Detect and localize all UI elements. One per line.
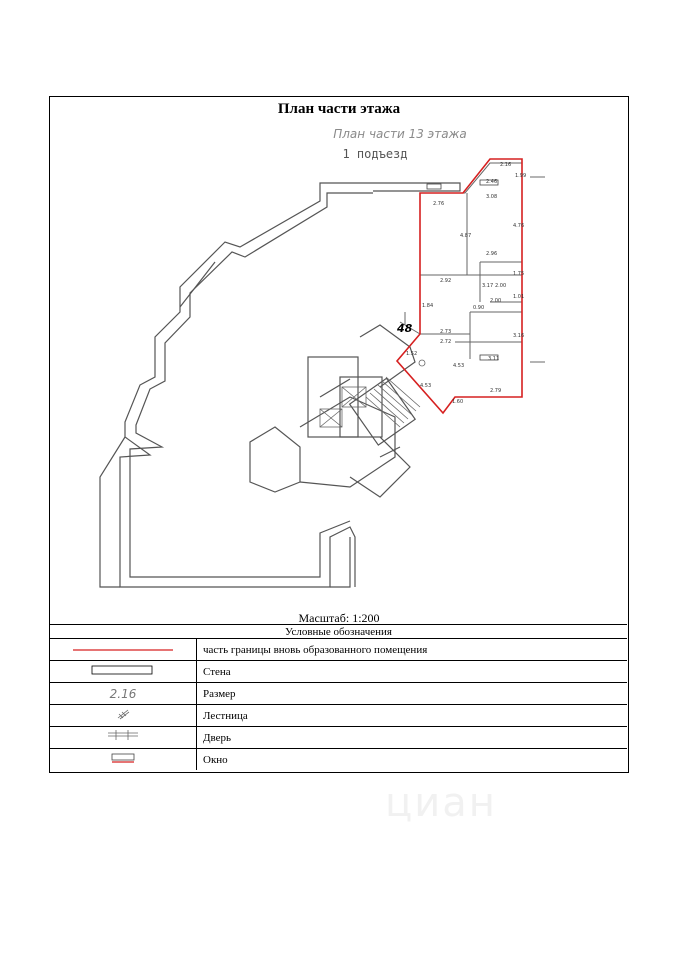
watermark-logo: циан (385, 780, 497, 826)
floor-plan-drawing (50, 97, 627, 609)
dimension-label: 2.46 (486, 179, 498, 185)
dimension-label: 1.75 (513, 271, 525, 277)
dimension-label: 1.60 (452, 399, 464, 405)
apartment-number: 48 (397, 322, 413, 335)
legend-row (50, 683, 627, 705)
entrance-label: 1 подъезд (342, 147, 408, 161)
dimension-label: 2.00 (490, 298, 502, 304)
stairs-icon (50, 705, 197, 727)
legend-row (50, 639, 627, 661)
dimension-label: 4.53 (420, 383, 432, 389)
dimension-symbol (50, 683, 197, 705)
dimension-label: 4.87 (460, 233, 472, 239)
dimension-label: 2.79 (490, 388, 502, 394)
building-walls (100, 183, 460, 587)
dimension-label: 1.01 (513, 294, 525, 300)
dimension-label: 1.84 (422, 303, 434, 309)
legend-table (50, 624, 627, 770)
dimension-label: 2.73 (440, 329, 452, 335)
dimension-sample: 2.16 (109, 686, 137, 701)
stair-core (320, 360, 425, 427)
dimension-label: 4.76 (513, 223, 525, 229)
legend-row (50, 705, 627, 727)
dimension-labels (406, 162, 526, 405)
plan-subtitle: План части 13 этажа (333, 127, 467, 141)
dimension-label: 1.99 (515, 173, 527, 179)
dimension-label: 2.76 (433, 201, 445, 207)
dimension-label: 1.52 (406, 351, 418, 357)
scale-label: Масштаб: 1:200 (298, 611, 380, 625)
dimension-label: 2.96 (486, 251, 498, 257)
dimension-label: 3.11 (488, 356, 500, 362)
dimension-label: 0.90 (473, 305, 485, 311)
floor-plan-sheet (49, 96, 629, 773)
legend-label: Стена (197, 661, 628, 683)
legend-row (50, 661, 627, 683)
dimension-label: 2.72 (440, 339, 452, 345)
wall-symbol (50, 661, 197, 683)
legend-header: Условные обозначения (50, 625, 627, 639)
legend-header-row (50, 625, 627, 639)
window-icon (50, 749, 197, 771)
legend-row (50, 727, 627, 749)
dimension-label: 2.00 (495, 283, 507, 289)
dimension-label: 3.08 (486, 194, 498, 200)
dimension-label: 3.17 (482, 283, 494, 289)
legend-label: Лестница (197, 705, 628, 727)
boundary-line-symbol (50, 639, 197, 661)
dimension-label: 4.53 (453, 363, 465, 369)
legend-label: Дверь (197, 727, 628, 749)
legend-label: часть границы вновь образованного помещения (197, 639, 628, 661)
dimension-label: 3.16 (513, 333, 525, 339)
page-title: План части этажа (277, 101, 401, 117)
legend-row (50, 749, 627, 771)
legend-label: Окно (197, 749, 628, 771)
dimension-label: 2.92 (440, 278, 452, 284)
door-icon (50, 727, 197, 749)
dimension-label: 2.16 (500, 162, 512, 168)
legend-label: Размер (197, 683, 628, 705)
